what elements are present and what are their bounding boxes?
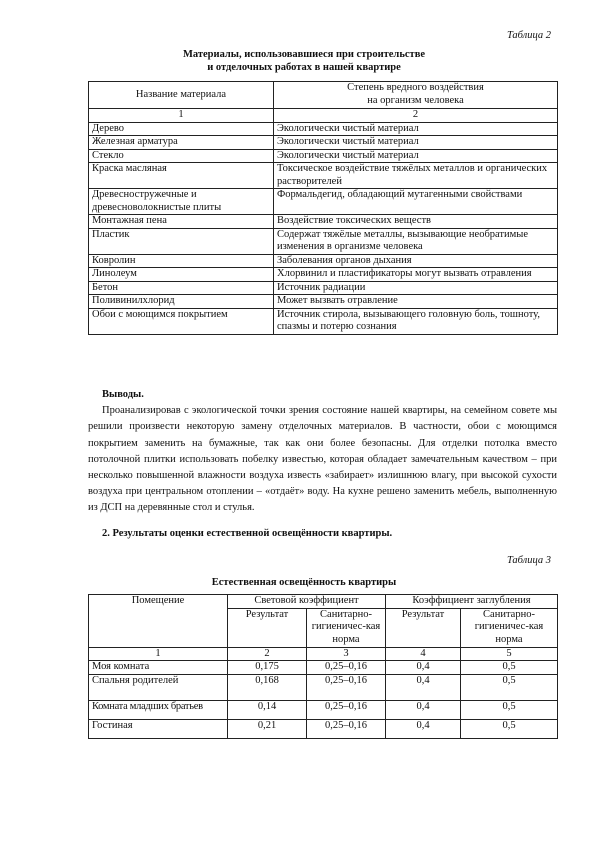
table-row: [89, 268, 558, 282]
table-row: [89, 308, 558, 334]
effect-cell: Экологически чистый материал: [274, 136, 558, 150]
table3-header-room: Помещение: [89, 595, 228, 648]
effect-cell: Хлорвинил и пластификаторы могут вызвать отравления: [274, 268, 558, 282]
material-cell: Монтажная пена: [89, 215, 274, 229]
table2-title-line1: Материалы, использовавшиеся при строительстве: [182, 49, 426, 60]
light-norm-cell: 0,25–0,16: [307, 661, 386, 675]
table2-caption: Таблица 2: [506, 30, 551, 41]
material-cell: Обои с моющимся покрытием: [89, 308, 274, 334]
effect-cell: Экологически чистый материал: [274, 122, 558, 136]
effect-cell: Токсическое воздействие тяжёлых металлов и органических растворителей: [274, 163, 558, 189]
material-cell: Древесностружечные и древесноволокнистые плиты: [89, 189, 274, 215]
table2-header-material: Название материала: [89, 82, 274, 109]
depth-norm-cell: 0,5: [461, 674, 558, 700]
table3-header-light-coef: Световой коэффициент: [228, 595, 386, 609]
table-row: [89, 122, 558, 136]
conclusions-text: Проанализировав с экологической точки зрения состояние нашей квартиры, на семейном совете мы решили произвести некоторую замену отделочных материалов. В частности, обои с моющимся покрытием заменить на бумажные, так как они более безопасны. Для отделки потолка вместо потолочной плитки использовать побелку известью, которая обладает замечательным качеством – при несколько повышенной влажности воздуха известь «забирает» излишнюю влагу, при высокой сухости воздуха при центральном отоплении – «отдаёт» воду. На кухне решено заменить мебель, выполненную из ДСП на деревянные стол и стулья.: [88, 405, 557, 514]
table-row: [89, 215, 558, 229]
table-row: [89, 719, 558, 738]
conclusions-block: [88, 387, 557, 517]
effect-cell: Источник радиации: [274, 281, 558, 295]
table2-title: [88, 48, 520, 74]
table-row: [89, 254, 558, 268]
table3-header-norm: Санитарно-гигиеничес-кая норма: [461, 608, 558, 647]
table2-header-row: [89, 82, 558, 109]
depth-result-cell: 0,4: [386, 661, 461, 675]
effect-cell: Может вызвать отравление: [274, 295, 558, 309]
material-cell: Железная арматура: [89, 136, 274, 150]
materials-table: [88, 81, 558, 335]
depth-norm-cell: 0,5: [461, 700, 558, 719]
table2-number-cell: 1: [89, 109, 274, 123]
material-cell: Бетон: [89, 281, 274, 295]
table2-number-cell: 2: [274, 109, 558, 123]
table-row: [89, 149, 558, 163]
table3-title: Естественная освещённость квартиры: [211, 577, 397, 588]
room-cell: Гостиная: [89, 719, 228, 738]
room-cell: Спальня родителей: [89, 674, 228, 700]
depth-norm-cell: 0,5: [461, 661, 558, 675]
room-cell: Моя комната: [89, 661, 228, 675]
table3-number-cell: 4: [386, 647, 461, 661]
depth-norm-cell: 0,5: [461, 719, 558, 738]
material-cell: Поливинилхлорид: [89, 295, 274, 309]
depth-result-cell: 0,4: [386, 700, 461, 719]
effect-cell: Содержат тяжёлые металлы, вызывающие необратимые изменения в организме человека: [274, 228, 558, 254]
material-cell: Дерево: [89, 122, 274, 136]
section2-heading: 2. Результаты оценки естественной освещённости квартиры.: [102, 528, 393, 539]
light-result-cell: 0,14: [228, 700, 307, 719]
light-result-cell: 0,168: [228, 674, 307, 700]
table-row: [89, 163, 558, 189]
table2-header-effect-line1: Степень вредного воздействия: [347, 82, 484, 93]
table3-header-result: Результат: [386, 608, 461, 647]
table3-header-row: [89, 595, 558, 609]
table2-number-row: [89, 109, 558, 123]
conclusions-heading: Выводы.: [102, 389, 144, 400]
illumination-table: [88, 594, 558, 739]
effect-cell: Источник стирола, вызывающего головную боль, тошноту, спазмы и потерю сознания: [274, 308, 558, 334]
light-norm-cell: 0,25–0,16: [307, 719, 386, 738]
light-norm-cell: 0,25–0,16: [307, 674, 386, 700]
table-row: [89, 228, 558, 254]
table3-header-depth-coef: Коэффициент заглубления: [386, 595, 558, 609]
depth-result-cell: 0,4: [386, 674, 461, 700]
material-cell: Линолеум: [89, 268, 274, 282]
table3-number-cell: 1: [89, 647, 228, 661]
table3-number-cell: 5: [461, 647, 558, 661]
table2-title-line2: и отделочных работах в нашей квартире: [207, 62, 401, 74]
table-row: [89, 700, 558, 719]
material-cell: Пластик: [89, 228, 274, 254]
depth-result-cell: 0,4: [386, 719, 461, 738]
effect-cell: Воздействие токсических веществ: [274, 215, 558, 229]
table-row: [89, 295, 558, 309]
material-cell: Ковролин: [89, 254, 274, 268]
material-cell: Стекло: [89, 149, 274, 163]
table3-number-cell: 3: [307, 647, 386, 661]
table-row: [89, 661, 558, 675]
table3-number-row: [89, 647, 558, 661]
table3-caption: Таблица 3: [506, 555, 551, 566]
effect-cell: Заболевания органов дыхания: [274, 254, 558, 268]
table2-header-effect: [274, 82, 558, 109]
table-row: [89, 281, 558, 295]
light-result-cell: 0,21: [228, 719, 307, 738]
table-row: [89, 189, 558, 215]
material-cell: Краска масляная: [89, 163, 274, 189]
table-row: [89, 674, 558, 700]
light-result-cell: 0,175: [228, 661, 307, 675]
table-row: [89, 136, 558, 150]
light-norm-cell: 0,25–0,16: [307, 700, 386, 719]
table2-header-effect-line2: на организм человека: [367, 94, 464, 106]
table3-header-result: Результат: [228, 608, 307, 647]
table3-number-cell: 2: [228, 647, 307, 661]
table3-header-norm: Санитарно-гигиеничес-кая норма: [307, 608, 386, 647]
effect-cell: Формальдегид, обладающий мутагенными свойствами: [274, 189, 558, 215]
effect-cell: Экологически чистый материал: [274, 149, 558, 163]
room-cell: Комната младших братьев: [89, 700, 228, 719]
